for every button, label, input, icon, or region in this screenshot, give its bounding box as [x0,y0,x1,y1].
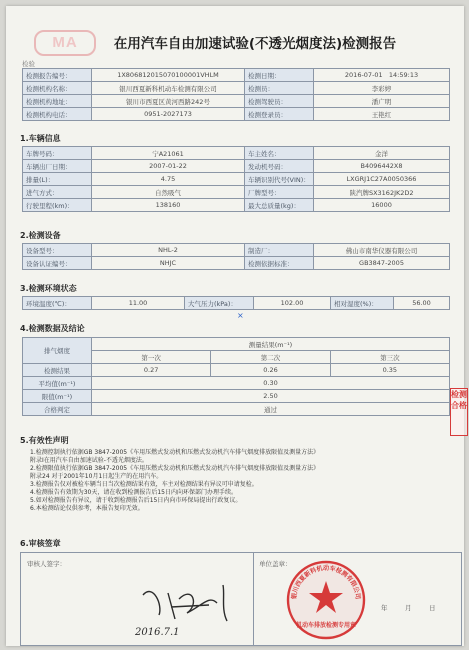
section-environment: 3.检测环境状态 [20,284,77,293]
cma-logo: MA [34,30,96,56]
col-second: 第二次 [211,351,330,364]
owner-label: 车主姓名： [245,147,314,160]
humidity: 56.00 [394,297,450,310]
note-line: 2.检测限值执行依据GB 3847-2005《车用压燃式发动机和压燃式发动机汽车排气烟度排放限值及测量方法》 [30,465,320,472]
judge-value: 通过 [92,403,450,416]
reg-date: 2007-01-22 [92,160,245,173]
day-label: 日 [429,604,436,612]
make-model: 陕汽牌SX3162JK2D2 [314,186,450,199]
exhaust-label: 排气烟度 [23,338,92,364]
report-no-label: 检测报告编号： [23,69,92,82]
signer-cell [21,553,254,645]
standard: GB3847-2005 [314,257,450,270]
intake-label: 进气方式： [23,186,92,199]
addr-label: 检测机构地址： [23,95,92,108]
note-line: 6.本检测结论仅供参考，本报告复印无效。 [30,505,144,512]
make-label: 厂牌型号： [245,186,314,199]
vin-label: 车辆识别代号(VIN)： [245,173,314,186]
equip-model: NHL-2 [92,244,245,257]
odo-label: 行驶里程(km)： [23,199,92,212]
report-page [6,6,467,646]
mass-label: 最大总质量(kg)： [245,199,314,212]
maker: 佛山市南华仪器有限公司 [314,244,450,257]
environment-table [22,296,450,310]
odometer: 138160 [92,199,245,212]
handwritten-signature [113,575,253,639]
inspector-label: 检测员： [245,82,314,95]
report-title: 在用汽车自由加速试验(不透光烟度法)检测报告 [113,36,397,52]
plate-label: 车牌号码： [23,147,92,160]
top-label: 检验 [22,60,35,68]
note-line: 3.检测报告仅对被检车辆当日当次检测结果有效，车主对检测结果有异议可申请复检。 [30,481,258,488]
temp-label: 环境温度(℃)： [23,297,92,310]
col-third: 第三次 [330,351,449,364]
svg-text:2016.7.1: 2016.7.1 [135,627,180,638]
result-third: 0.35 [330,364,449,377]
reg-date-label: 车辆出厂日期： [23,160,92,173]
org-label: 检测机构名称： [23,82,92,95]
date-label: 检测日期： [245,69,314,82]
equip-model-label: 设备型号： [23,244,92,257]
signer-label: 审核人签字： [27,560,66,568]
owner: 金洋 [314,147,450,160]
col-first: 第一次 [92,351,211,364]
equip-id-label: 设备认证编号： [23,257,92,270]
unit-label: 单位盖章： [259,560,292,568]
avg-label: 平均值(m⁻¹) [23,377,92,390]
maker-label: 制造厂： [245,244,314,257]
validity-notes [30,449,430,513]
vin: LXGRJ1C27A0050366 [314,173,450,186]
measured-header: 测量结果(m⁻¹) [92,338,450,351]
org-phone: 0951-2027173 [92,108,245,121]
intake: 自然吸气 [92,186,245,199]
note-line: 附录24 对于2001年10月1日起生产的在用汽车。 [30,473,163,480]
engine-no: B4096442X8 [314,160,450,173]
displacement: 4.75 [92,173,245,186]
org-name: 银川西夏新科机动车检测有限公司 [92,82,245,95]
qualified-stamp: 检测合格 [450,388,468,436]
inspector: 李彩婷 [314,82,450,95]
cursor-mark: × [237,311,244,320]
judge-label: 合格判定 [23,403,92,416]
result-row-label: 检测结果 [23,364,92,377]
login-clerk: 王艳红 [314,108,450,121]
max-mass: 16000 [314,199,450,212]
vehicle-table [22,146,450,212]
approval-box [20,552,462,646]
official-seal [283,557,369,643]
equipment-table [22,243,450,270]
note-line: 1.检测控制执行依据GB 3847-2005《车用压燃式发动机和压燃式发动机汽车排气烟度排放限值及测量方法》 [30,449,320,456]
note-line: 附录I在用汽车自由加速试验-不透光烟度法。 [30,457,148,464]
humidity-label: 相对湿度(%)： [331,297,394,310]
avg-value: 0.30 [92,377,450,390]
login-label: 检测登录员： [245,108,314,121]
results-table [22,337,450,416]
disp-label: 排量(L)： [23,173,92,186]
driver-label: 检测驾驶员： [245,95,314,108]
plate: 宁A21061 [92,147,245,160]
equip-id: NHJC [92,257,245,270]
driver: 潘广明 [314,95,450,108]
section-vehicle: 1.车辆信息 [20,134,61,143]
pressure: 102.00 [254,297,331,310]
section-approval: 6.审核签章 [20,539,61,548]
report-no: 1X806812015070100001VHLM [92,69,245,82]
year-label: 年 [381,604,388,612]
note-line: 5.如对检测报告有异议，请于收到检测报告后15日内向市环保局提出行政复议。 [30,497,242,504]
limit-label: 限值(m⁻¹) [23,390,92,403]
temperature: 11.00 [92,297,185,310]
date-time: 2016-07-01 14:59:13 [314,69,450,82]
result-second: 0.26 [211,364,330,377]
pressure-label: 大气压力(kPa)： [185,297,254,310]
svg-text:银川西夏新科机动车检测有限公司: 银川西夏新科机动车检测有限公司 [290,565,362,600]
header-table [22,68,450,121]
limit-value: 2.50 [92,390,450,403]
section-results: 4.检测数据及结论 [20,324,85,333]
phone-label: 检测机构电话： [23,108,92,121]
section-equipment: 2.检测设备 [20,231,61,240]
org-address: 银川市西夏区黄河西路242号 [92,95,245,108]
note-line: 4.检测报告有效期为30天，请在收到检测报告后15日内向环保部门办理手续。 [30,489,237,496]
std-label: 检测依据标准： [245,257,314,270]
section-validity: 5.有效性声明 [20,436,69,445]
month-label: 月 [405,604,412,612]
result-first: 0.27 [92,364,211,377]
engine-no-label: 发动机号码： [245,160,314,173]
svg-text:机动车排放检测专用章: 机动车排放检测专用章 [295,622,357,629]
